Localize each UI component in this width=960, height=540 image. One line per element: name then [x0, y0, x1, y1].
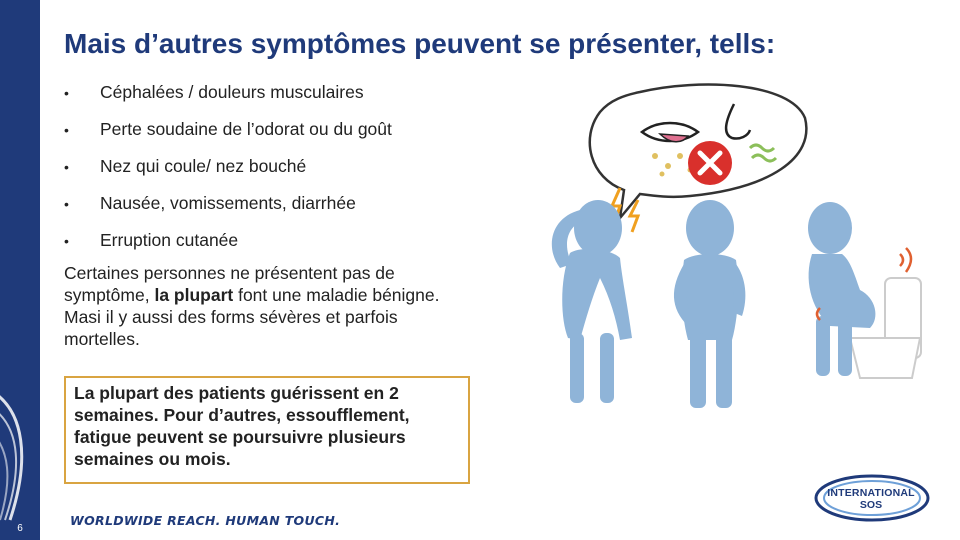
- page-number: 6: [17, 523, 23, 534]
- paragraph-bold-text: la plupart: [154, 285, 234, 305]
- list-item-text: Perte soudaine de l’odorat ou du goût: [100, 119, 392, 139]
- list-item-text: Nez qui coule/ nez bouché: [100, 156, 307, 176]
- bullet-marker: •: [64, 196, 69, 212]
- list-item-text: Erruption cutanée: [100, 230, 239, 250]
- symptoms-illustration: [520, 78, 940, 428]
- tagline-part2: HUMAN TOUCH.: [220, 513, 341, 528]
- list-item: [64, 119, 392, 156]
- list-item-text: Nausée, vomissements, diarrhée: [100, 193, 356, 213]
- callout-text: La plupart des patients guérissent en 2 semaines. Pour d’autres, essoufflement, fatigue peuvent se poursuivre plusieurs semaines ou mois.: [74, 383, 410, 469]
- brand-tagline: [70, 513, 340, 528]
- standing-figure: [674, 200, 745, 408]
- bullet-marker: •: [64, 122, 69, 138]
- tagline-part1: WORLDWIDE REACH.: [70, 513, 221, 528]
- headache-figure: [552, 200, 632, 403]
- bullet-marker: •: [64, 233, 69, 249]
- international-sos-logo: [812, 470, 942, 526]
- list-item: [64, 82, 392, 119]
- bullet-marker: •: [64, 159, 69, 175]
- list-item: [64, 156, 392, 193]
- list-item-text: Céphalées / douleurs musculaires: [100, 82, 364, 102]
- paragraph-text-end: font une maladie bénigne. Masi il y aussi des forms sévères et parfois mortelles.: [64, 285, 440, 349]
- logo-line2: SOS: [859, 499, 883, 511]
- symptom-list: [64, 82, 392, 267]
- paragraph-text-start: Certaines personnes ne présentent pas de symptôme,: [64, 263, 395, 305]
- bullet-marker: •: [64, 85, 69, 101]
- page-title: Mais d’autres symptômes peuvent se présenter, tells:: [64, 28, 776, 59]
- side-bar: [0, 0, 40, 540]
- toilet-figure: [808, 202, 921, 378]
- logo-line1: INTERNATIONAL: [827, 487, 915, 499]
- list-item: [64, 193, 392, 230]
- info-paragraph: [64, 262, 464, 350]
- x-mark-icon: [688, 141, 732, 185]
- swirl-decoration-icon: [0, 380, 40, 530]
- recovery-callout-box: [64, 376, 470, 484]
